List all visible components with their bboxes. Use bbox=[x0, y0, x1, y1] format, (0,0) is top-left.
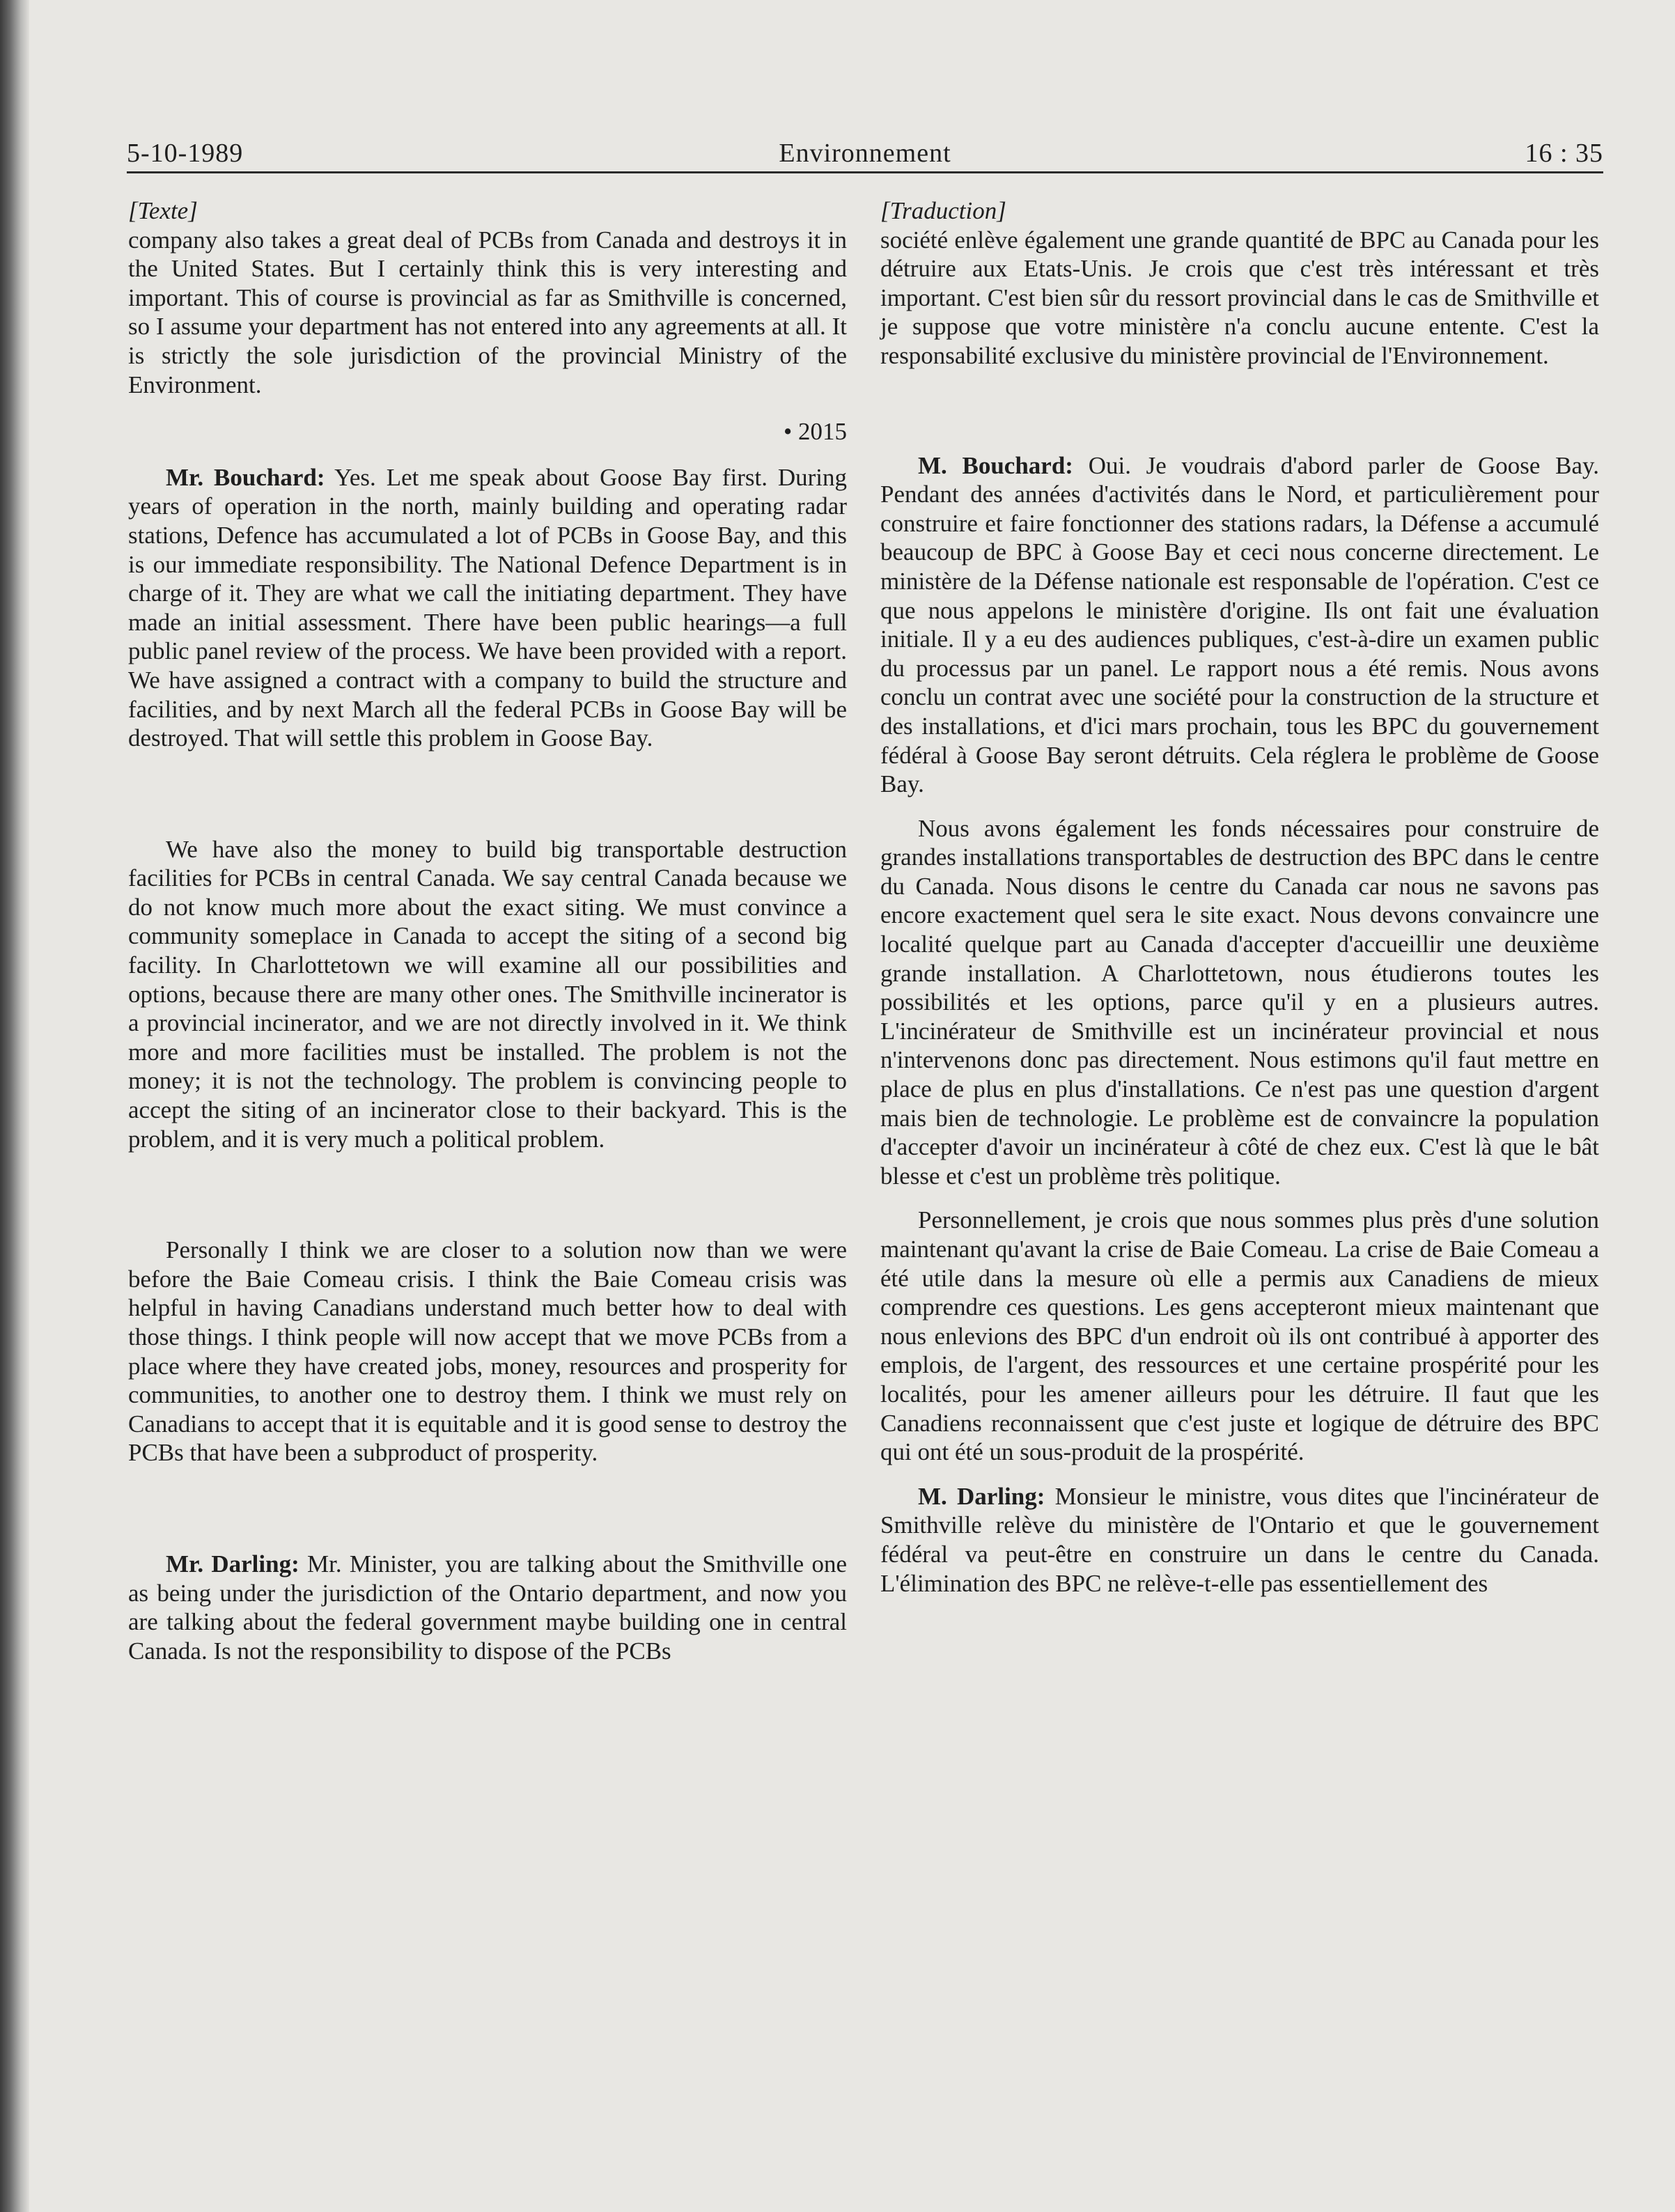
paragraph: Nous avons également les fonds nécessaires pour construire de grandes installations transportables de destruction des BPC dans le centre du Canada. Nous disons le centre du Canada car nous ne savons pas encore exactement quel sera le site exact. Nous devons convaincre une localité quelque part au Canada d'accepter d'accueillir une deuxième grande installation. A Charlottetown, nous étudierons toutes les possibilités et les options, parce qu'il y en a plusieurs autres. L'incinérateur de Smithville est un incinérateur provincial et nous n'intervenons donc pas directement. Nous estimons qu'il faut mettre en place de plus en plus d'installations. Ce n'est pas une question d'argent mais bien de technologie. Le problème est de convaincre la population d'accepter d'avoir un incinérateur à côté de chez eux. C'est là que le bât blesse et c'est un problème très politique. bbox=[880, 814, 1599, 1190]
paragraph: société enlève également une grande quantité de BPC au Canada pour les détruire aux Etats-Unis. Je crois que c'est très intéressant et très important. C'est bien sûr du ressort provincial dans le cas de Smithville et je suppose que votre ministère n'a conclu aucune entente. C'est la responsabilité exclusive du ministère provincial de l'Environnement. bbox=[880, 226, 1599, 369]
page-binding-edge bbox=[0, 0, 29, 2212]
english-column bbox=[128, 196, 847, 1665]
header-title: Environnement bbox=[779, 139, 951, 168]
time-stamp: • 2015 bbox=[783, 418, 847, 446]
paragraph bbox=[128, 1550, 847, 1665]
french-column bbox=[880, 196, 1599, 1598]
speaker-name: M. Darling: bbox=[918, 1482, 1045, 1510]
page-header bbox=[127, 137, 1603, 173]
speech-text: Mr. Minister, you are talking about the Smithville one as being under the jurisdiction of the Ontario department, and now you are talking about the federal government maybe building one in central Canada. Is not the responsibility to dispose of the PCBs bbox=[128, 1550, 847, 1665]
speech-text: Monsieur le ministre, vous dites que l'incinérateur de Smithville relève du ministère de l'Ontario et que le gouvernement fédéral va peut-être en construire un dans le centre du Canada. L'élimination des BPC ne relève-t-elle pas essentiellement des bbox=[880, 1482, 1599, 1597]
language-label-french: [Traduction] bbox=[880, 197, 1006, 224]
header-page-number: 16 : 35 bbox=[1525, 139, 1603, 168]
paragraph bbox=[880, 1482, 1599, 1598]
paragraph bbox=[128, 463, 847, 753]
speech-text: Oui. Je voudrais d'abord parler de Goose Bay. Pendant des années d'activités dans le Nord, et particulièrement pour construire et faire fonctionner des stations radars, la Défense a accumulé beaucoup de BPC à Goose Bay et ceci nous concerne directement. Le ministère de la Défense nationale est responsable de l'opération. C'est ce que nous appelons le ministère d'origine. Ils ont fait une évaluation initiale. Il y a eu des audiences publiques, c'est-à-dire un examen public du processus par un panel. Le rapport nous a été remis. Nous avons conclu un contrat avec une société pour la construction de la structure et des installations, et d'ici mars prochain, tous les BPC du gouvernement fédéral à Goose Bay seront détruits. Cela réglera le problème de Goose Bay. bbox=[880, 451, 1600, 798]
header-date: 5-10-1989 bbox=[127, 139, 244, 168]
paragraph: Personally I think we are closer to a solution now than we were before the Baie Comeau crisis. I think the Baie Comeau crisis was helpful in having Canadians understand much better how to deal with those things. I think people will now accept that we move PCBs from a place where they have created jobs, money, resources and prosperity for communities, to another one to destroy them. I think we must rely on Canadians to accept that it is equitable and it is good sense to destroy the PCBs that have been a subproduct of prosperity. bbox=[128, 1236, 847, 1467]
paragraph bbox=[880, 451, 1599, 799]
paragraph: We have also the money to build big transportable destruction facilities for PCBs in central Canada. We say central Canada because we do not know much more about the exact siting. We must convince a community someplace in Canada to accept the siting of a second big facility. In Charlottetown we will examine all our possibilities and options, because there are many other ones. The Smithville incinerator is a provincial incinerator, and we are not directly involved in it. We think more and more facilities must be installed. The problem is not the money; it is not the technology. The problem is convincing people to accept the siting of an incinerator close to their backyard. This is the problem, and it is very much a political problem. bbox=[128, 835, 847, 1153]
paragraph: company also takes a great deal of PCBs from Canada and destroys it in the United States. But I certainly think this is very interesting and important. This of course is provincial as far as Smithville is concerned, so I assume your department has not entered into any agreements at all. It is strictly the sole jurisdiction of the provincial Ministry of the Environment. bbox=[128, 226, 847, 398]
language-label-english: [Texte] bbox=[128, 197, 198, 224]
speech-text: Yes. Let me speak about Goose Bay first. During years of operation in the north, mainly building and operating radar stations, Defence has accumulated a lot of PCBs in Goose Bay, and this is our immediate responsibility. The National Defence Department is in charge of it. They are what we call the initiating department. They have made an initial assessment. There have been public hearings—a full public panel review of the process. We have been provided with a report. We have assigned a contract with a company to build the structure and facilities, and by next March all the federal PCBs in Goose Bay will be destroyed. That will settle this problem in Goose Bay. bbox=[128, 463, 848, 752]
speaker-name: Mr. Darling: bbox=[166, 1550, 299, 1578]
speaker-name: Mr. Bouchard: bbox=[166, 463, 325, 491]
paragraph: Personnellement, je crois que nous sommes plus près d'une solution maintenant qu'avant la crise de Baie Comeau. La crise de Baie Comeau a été utile dans la mesure où elle a permis aux Canadiens de mieux comprendre ces questions. Les gens accepteront mieux maintenant que nous enlevions des BPC d'un endroit où ils ont contribué à apporter des emplois, de l'argent, des ressources et une certaine prospérité pour les localités, pour les amener ailleurs pour les détruire. Il faut que les Canadiens reconnaissent que c'est juste et logique de détruire des BPC qui ont été un sous-produit de la prospérité. bbox=[880, 1206, 1599, 1466]
speaker-name: M. Bouchard: bbox=[918, 451, 1073, 479]
